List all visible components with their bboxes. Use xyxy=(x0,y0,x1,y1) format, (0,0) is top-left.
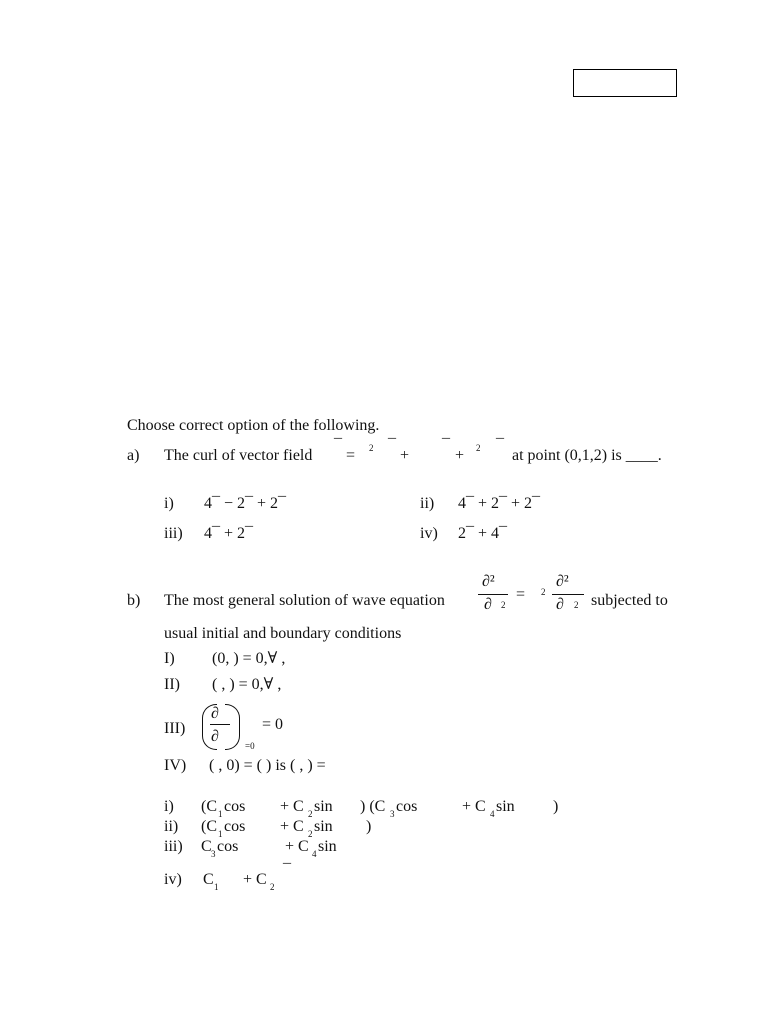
subscript: 4 xyxy=(312,849,317,859)
expr-part: cos xyxy=(224,798,246,815)
condition-label: III) xyxy=(164,720,186,737)
partial-denominator: ∂ xyxy=(556,596,564,613)
expr-part: ) (C xyxy=(360,798,386,815)
partial-denominator: ∂ xyxy=(484,596,492,613)
option-label: iv) xyxy=(420,525,438,542)
question-b-text: The most general solution of wave equation xyxy=(164,592,445,609)
unit-vector-bar: ¯ xyxy=(442,437,450,454)
equals-sign: = xyxy=(346,447,356,464)
evaluation-subscript: =0 xyxy=(245,741,255,751)
expr-part: (C xyxy=(201,798,217,815)
condition-label: I) xyxy=(164,650,175,667)
condition-expression: (0, ) = 0,∀ , xyxy=(212,650,286,667)
question-a-label: a) xyxy=(127,447,140,464)
condition-label: IV) xyxy=(164,757,187,774)
instruction-text: Choose correct option of the following. xyxy=(127,417,380,434)
question-b-line2: usual initial and boundary conditions xyxy=(164,625,402,642)
exponent: 2 xyxy=(541,587,546,597)
condition-label: II) xyxy=(164,676,180,693)
option-expression: 4¯ + 2¯ xyxy=(204,525,254,542)
expr-part: + C xyxy=(285,838,309,855)
subscript: 2 xyxy=(308,809,313,819)
question-b-suffix: subjected to xyxy=(591,592,668,609)
equals-zero: = 0 xyxy=(262,716,284,733)
option-expression: 4¯ + 2¯ + 2¯ xyxy=(458,495,541,512)
expr-part: sin xyxy=(314,818,333,835)
expr-part: + C xyxy=(280,798,304,815)
option-label: i) xyxy=(164,798,174,815)
condition-expression: ( , 0) = ( ) is ( , ) = xyxy=(209,757,326,774)
option-label: ii) xyxy=(420,495,435,512)
exponent: 2 xyxy=(574,600,579,610)
option-label: i) xyxy=(164,495,174,512)
option-label: iv) xyxy=(164,871,182,888)
question-a-text: The curl of vector field xyxy=(164,447,313,464)
plus-sign: + xyxy=(455,447,465,464)
option-label: iii) xyxy=(164,525,183,542)
subscript: 1 xyxy=(218,809,223,819)
subscript: 4 xyxy=(490,809,495,819)
expr-part: ¯ xyxy=(283,862,291,879)
right-parenthesis xyxy=(225,704,240,750)
fraction-bar xyxy=(478,594,508,595)
unit-vector-bar: ¯ xyxy=(496,437,504,454)
fraction-bar xyxy=(552,594,584,595)
unit-vector-bar: ¯ xyxy=(334,437,342,454)
answer-box xyxy=(573,69,677,97)
unit-vector-bar: ¯ xyxy=(388,437,396,454)
expr-part: + C xyxy=(462,798,486,815)
equals-sign: = xyxy=(516,586,526,603)
expr-part: (C xyxy=(201,818,217,835)
partial-numerator: ∂² xyxy=(556,573,569,590)
option-label: iii) xyxy=(164,838,183,855)
subscript: 1 xyxy=(218,829,223,839)
exponent: 2 xyxy=(501,600,506,610)
expr-part: ) xyxy=(366,818,372,835)
expr-part: + C xyxy=(280,818,304,835)
plus-sign: + xyxy=(400,447,410,464)
subscript: 3 xyxy=(390,809,395,819)
partial-numerator: ∂ xyxy=(211,705,219,722)
subscript: 2 xyxy=(270,882,275,892)
option-label: ii) xyxy=(164,818,179,835)
question-b-label: b) xyxy=(127,592,141,609)
expr-part: cos xyxy=(217,838,239,855)
subscript: 3 xyxy=(211,849,216,859)
expr-part: + C xyxy=(243,871,267,888)
option-expression: 4¯ − 2¯ + 2¯ xyxy=(204,495,287,512)
subscript: 1 xyxy=(214,882,219,892)
expr-part: C xyxy=(201,838,212,855)
expr-part: sin xyxy=(496,798,515,815)
expr-part: C xyxy=(203,871,214,888)
question-a-suffix: at point (0,1,2) is ____. xyxy=(512,447,662,464)
partial-denominator: ∂ xyxy=(211,728,219,745)
expr-part: sin xyxy=(318,838,337,855)
expr-part: cos xyxy=(224,818,246,835)
expr-part: cos xyxy=(396,798,418,815)
exponent: 2 xyxy=(476,443,481,453)
partial-numerator: ∂² xyxy=(482,573,495,590)
condition-expression: ( , ) = 0,∀ , xyxy=(212,676,282,693)
expr-part: sin xyxy=(314,798,333,815)
subscript: 2 xyxy=(308,829,313,839)
option-expression: 2¯ + 4¯ xyxy=(458,525,508,542)
expr-part: ) xyxy=(553,798,559,815)
exponent: 2 xyxy=(369,443,374,453)
